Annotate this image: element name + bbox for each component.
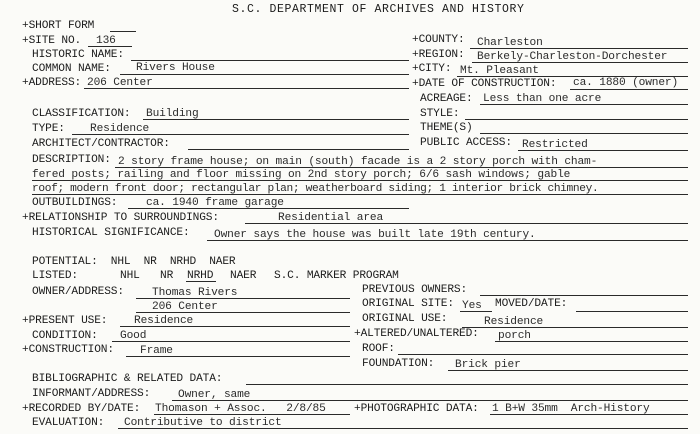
bibliographic-line: [246, 384, 688, 385]
listed-nrhd: NRHD: [187, 270, 214, 282]
region-line: [472, 62, 688, 63]
site-no-line: [88, 46, 132, 47]
common-name-value: Rivers House: [136, 62, 215, 74]
owner-label: OWNER/ADDRESS:: [32, 286, 124, 298]
description-label: DESCRIPTION:: [32, 154, 111, 166]
photographic-line: [490, 414, 688, 415]
architect-label: ARCHITECT/CONTRACTOR:: [32, 138, 170, 150]
informant-value: Owner, same: [178, 389, 251, 401]
potential-line: POTENTIAL: NHL NR NRHD NAER: [32, 256, 236, 268]
significance-value: Owner says the house was built late 19th century.: [214, 229, 536, 241]
public-access-line: [518, 150, 688, 151]
listed-naer: NAER: [230, 270, 257, 282]
description-line-3: roof; modern front door; rectangular plan; weatherboard siding; 1 interior brick chimney.: [32, 183, 599, 195]
recorded-value: Thomason + Assoc. 2/8/85: [155, 403, 326, 415]
date-construction-line: [570, 89, 688, 90]
present-use-line: [120, 326, 350, 327]
bibliographic-label: BIBLIOGRAPHIC & RELATED DATA:: [32, 373, 223, 385]
original-site-value: Yes: [462, 300, 482, 312]
condition-value: Good: [120, 330, 147, 342]
architect-line: [188, 149, 409, 150]
themes-label: THEME(S): [420, 122, 473, 134]
significance-line: [207, 240, 688, 241]
historic-name-line: [131, 60, 409, 61]
owner-line: [136, 298, 350, 299]
common-name-line: [120, 74, 409, 75]
classification-value: Building: [146, 108, 199, 120]
type-label: TYPE:: [32, 123, 65, 135]
historic-name-label: HISTORIC NAME:: [32, 49, 124, 61]
recorded-label: +RECORDED BY/DATE:: [22, 403, 141, 415]
public-access-value: Restricted: [522, 139, 588, 151]
owner-address: 206 Center: [152, 301, 218, 313]
themes-line: [480, 133, 688, 134]
condition-line: [112, 341, 350, 342]
acreage-line: [480, 104, 688, 105]
outbuildings-line: [128, 208, 409, 209]
listed-nrhd-underline: [186, 281, 216, 282]
listed-label: LISTED:: [32, 270, 78, 282]
relationship-line: [245, 223, 688, 224]
outbuildings-value: ca. 1940 frame garage: [146, 197, 284, 209]
site-no-value: 136: [96, 35, 116, 47]
type-value: Residence: [90, 123, 150, 135]
description-rule-2: [32, 180, 688, 181]
construction-value: Frame: [140, 345, 173, 357]
relationship-label: +RELATIONSHIP TO SURROUNDINGS:: [22, 212, 219, 224]
construction-label: +CONSTRUCTION:: [22, 344, 114, 356]
description-line-1: 2 story frame house; on main (south) facade is a 2 story porch with cham-: [118, 156, 598, 168]
foundation-value: Brick pier: [455, 359, 521, 371]
evaluation-line: [118, 428, 688, 429]
style-label: STYLE:: [420, 108, 460, 120]
common-name-label: COMMON NAME:: [32, 63, 111, 75]
county-value: Charleston: [477, 37, 543, 49]
evaluation-label: EVALUATION:: [32, 417, 105, 429]
original-use-line: [462, 327, 688, 328]
moved-date-label: MOVED/DATE:: [495, 298, 568, 310]
original-site-label: ORIGINAL SITE:: [362, 298, 454, 310]
original-use-value: Residence: [484, 316, 544, 328]
address-line: [84, 88, 409, 89]
city-label: +CITY:: [412, 63, 452, 75]
original-site-line: [460, 311, 492, 312]
moved-date-line: [576, 311, 688, 312]
county-label: +COUNTY:: [412, 34, 465, 46]
previous-owners-line: [480, 295, 688, 296]
relationship-value: Residential area: [278, 212, 384, 224]
address-value: 206 Center: [87, 77, 153, 89]
significance-label: HISTORICAL SIGNIFICANCE:: [32, 227, 190, 239]
condition-label: CONDITION:: [32, 330, 98, 342]
county-line: [470, 48, 688, 49]
public-access-label: PUBLIC ACCESS:: [420, 137, 512, 149]
present-use-label: +PRESENT USE:: [22, 315, 108, 327]
short-form-line: [110, 31, 136, 32]
outbuildings-label: OUTBUILDINGS:: [32, 197, 118, 209]
recorded-line: [154, 414, 350, 415]
informant-line: [172, 400, 688, 401]
date-construction-value: ca. 1880 (owner): [573, 77, 679, 89]
owner-name: Thomas Rivers: [152, 287, 238, 299]
short-form-label: +SHORT FORM: [22, 20, 95, 32]
owner-address-line: [136, 312, 350, 313]
description-rule-1: [115, 167, 688, 168]
listed-nr: NR: [160, 270, 174, 282]
region-value: Berkely-Charleston-Dorchester: [477, 51, 668, 63]
classification-label: CLASSIFICATION:: [32, 108, 131, 120]
original-use-label: ORIGINAL USE:: [362, 313, 448, 325]
acreage-label: ACREAGE:: [420, 93, 473, 105]
description-line-2: fered posts; railing and floor missing on 2nd story porch; 6/6 sash windows; gable: [32, 169, 571, 181]
roof-line: [398, 354, 688, 355]
photographic-label: +PHOTOGRAPHIC DATA:: [354, 403, 479, 415]
classification-line: [143, 119, 409, 120]
marker-program: S.C. MARKER PROGRAM: [274, 270, 399, 282]
foundation-line: [448, 370, 688, 371]
construction-line: [126, 356, 350, 357]
style-line: [465, 119, 688, 120]
date-construction-label: +DATE OF CONSTRUCTION:: [412, 78, 557, 90]
city-value: Mt. Pleasant: [460, 65, 539, 77]
altered-line: [495, 341, 688, 342]
description-rule-3: [32, 194, 688, 195]
region-label: +REGION:: [412, 49, 465, 61]
foundation-label: FOUNDATION:: [362, 358, 435, 370]
present-use-value: Residence: [134, 315, 194, 327]
roof-label: ROOF:: [362, 343, 395, 355]
type-line: [72, 134, 409, 135]
photographic-value: 1 B+W 35mm Arch-History: [492, 403, 650, 415]
altered-label: +ALTERED/UNALTERED:: [354, 328, 479, 340]
previous-owners-label: PREVIOUS OWNERS:: [362, 284, 468, 296]
acreage-value: Less than one acre: [483, 93, 602, 105]
address-label: +ADDRESS:: [22, 77, 82, 89]
site-no-label: +SITE NO.: [22, 35, 82, 47]
listed-nhl: NHL: [120, 270, 140, 282]
form-title: S.C. DEPARTMENT OF ARCHIVES AND HISTORY: [232, 3, 525, 16]
evaluation-value: Contributive to district: [124, 417, 282, 429]
altered-value: porch: [498, 330, 531, 342]
informant-label: INFORMANT/ADDRESS:: [32, 388, 151, 400]
